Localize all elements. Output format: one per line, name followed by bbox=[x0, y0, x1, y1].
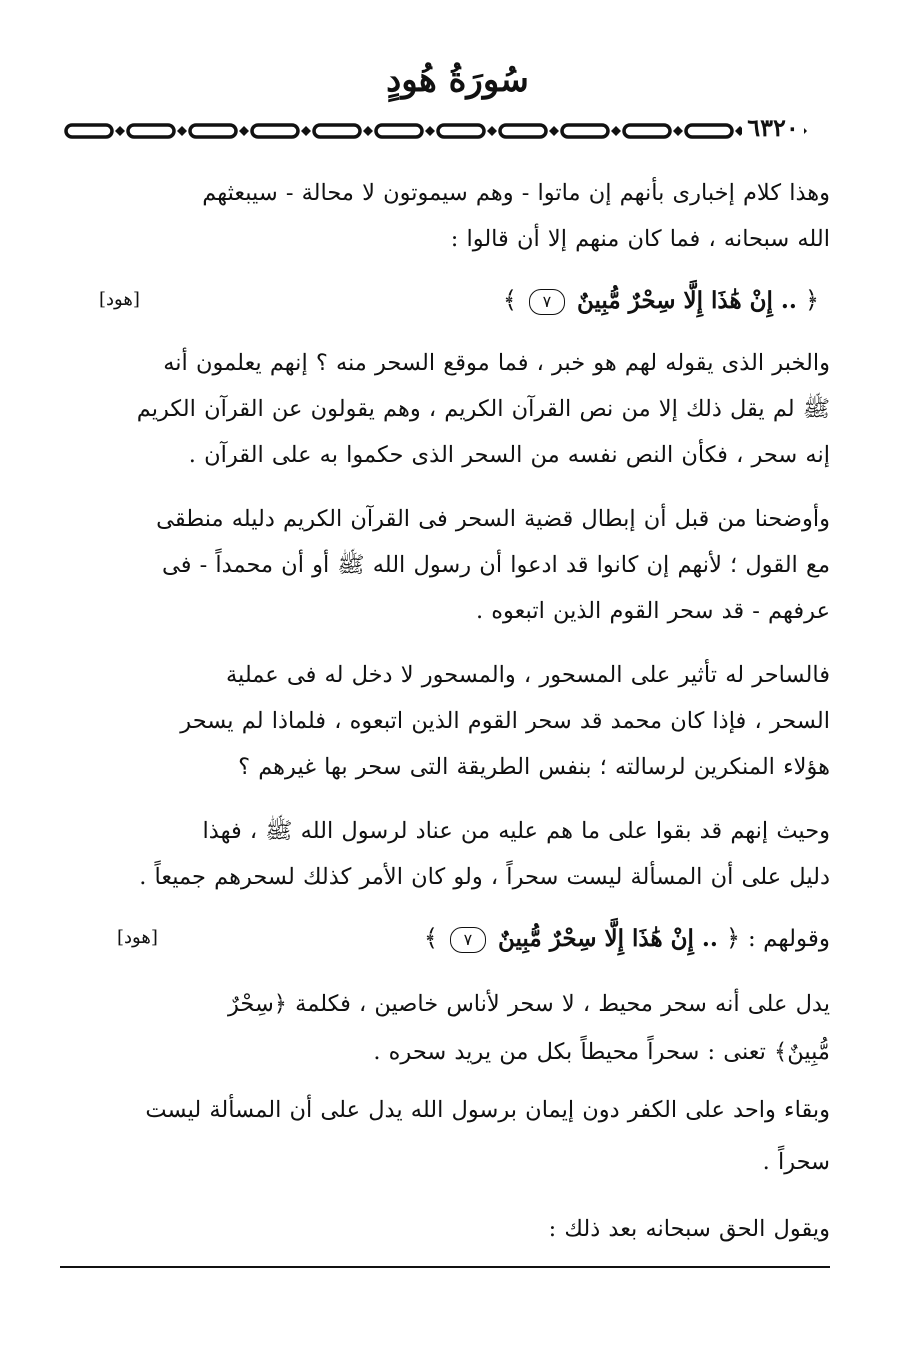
text-line: والخبر الذى يقوله لهم هو خبر ، فما موقع السحر منه ؟ إنهم يعلمون أنه bbox=[163, 350, 830, 376]
paragraph-8 bbox=[100, 1206, 830, 1252]
chain-ornament-icon bbox=[62, 118, 852, 144]
verse-lead-in: وقولهم : bbox=[748, 926, 830, 952]
verse-text bbox=[424, 920, 830, 957]
chain-diamond bbox=[177, 126, 187, 136]
quran-verse-1 bbox=[99, 282, 819, 318]
paragraph-3 bbox=[100, 496, 830, 634]
text-line: عرفهم - قد سحر القوم الذين اتبعوه . bbox=[475, 598, 830, 624]
text-line: فالساحر له تأثير على المسحور ، والمسحور لا دخل له فى عملية bbox=[225, 662, 830, 688]
paragraph-2 bbox=[100, 340, 830, 478]
decorative-border bbox=[62, 118, 852, 144]
text-line: مُّبِينٌ﴾ تعنى : سحراً محيطاً بكل من يريد سحره . bbox=[373, 1039, 830, 1065]
chain-diamond bbox=[611, 126, 621, 136]
ayah-number-badge: ٧ bbox=[450, 927, 486, 953]
chain-link bbox=[128, 125, 174, 137]
chain-diamond bbox=[301, 126, 311, 136]
chain-link bbox=[624, 125, 670, 137]
paragraph-7 bbox=[100, 1084, 830, 1188]
verse-words: .. إِنْ هَٰذَا إِلَّا سِحْرٌ مُّبِينٌ bbox=[497, 925, 718, 952]
text-line: مع القول ؛ لأنهم إن كانوا قد ادعوا أن رسول الله ﷺ أو أن محمداً - فى bbox=[161, 552, 830, 578]
paragraph-5 bbox=[100, 808, 830, 900]
verse-text bbox=[503, 282, 819, 319]
paragraph-6 bbox=[100, 980, 830, 1076]
text-line: الله سبحانه ، فما كان منهم إلا أن قالوا : bbox=[450, 226, 830, 252]
text-line: ﷺ لم يقل ذلك إلا من نص القرآن الكريم ، وهم يقولون عن القرآن الكريم bbox=[136, 396, 830, 422]
chain-diamond bbox=[363, 126, 373, 136]
text-line: إنه سحر ، فكأن النص نفسه من السحر الذى حكموا به على القرآن . bbox=[188, 442, 830, 468]
text-line: هؤلاء المنكرين لرسالته ؛ بنفس الطريقة التى سحر بها غيرهم ؟ bbox=[238, 754, 830, 780]
paragraph-4 bbox=[100, 652, 830, 790]
chain-diamond bbox=[487, 126, 497, 136]
verse-words: .. إِنْ هَٰذَا إِلَّا سِحْرٌ مُّبِينٌ bbox=[576, 287, 797, 314]
text-line: دليل على أن المسألة ليست سحراً ، ولو كان الأمر كذلك لسحرهم جميعاً . bbox=[139, 864, 830, 890]
verse-open-bracket: ﴿ bbox=[804, 286, 819, 314]
paragraph-1 bbox=[100, 170, 830, 262]
chain-diamond bbox=[673, 126, 683, 136]
chain-diamond bbox=[239, 126, 249, 136]
surah-title: سُورَةُ هُودٍ bbox=[386, 60, 529, 100]
ayah-number-badge: ٧ bbox=[529, 289, 565, 315]
text-line: وبقاء واحد على الكفر دون إيمان برسول الله يدل على أن المسألة ليست bbox=[145, 1097, 830, 1123]
text-line: وهذا كلام إخبارى بأنهم إن ماتوا - وهم سيموتون لا محالة - سيبعثهم bbox=[202, 180, 830, 206]
chain-link bbox=[376, 125, 422, 137]
chain-diamond bbox=[425, 126, 435, 136]
chain-diamond bbox=[115, 126, 125, 136]
chain-link bbox=[438, 125, 484, 137]
chain-link bbox=[314, 125, 360, 137]
text-line: وحيث إنهم قد بقوا على ما هم عليه من عناد لرسول الله ﷺ ، فهذا bbox=[202, 818, 830, 844]
text-line: وأوضحنا من قبل أن إبطال قضية السحر فى القرآن الكريم دليله منطقى bbox=[156, 506, 830, 532]
footer-rule bbox=[60, 1266, 830, 1268]
verse-close-bracket: ﴾ bbox=[502, 286, 517, 314]
surah-reference: [هود] bbox=[99, 289, 140, 310]
text-line: يدل على أنه سحر محيط ، لا سحر لأناس خاصين ، فكلمة ﴿سِحْرٌ bbox=[228, 991, 830, 1017]
page-number: ٦٣٢٠ bbox=[742, 113, 804, 143]
chain-link bbox=[252, 125, 298, 137]
text-line: سحراً . bbox=[762, 1149, 830, 1175]
chain-link bbox=[686, 125, 732, 137]
verse-open-bracket: ﴿ bbox=[725, 924, 741, 952]
text-line: ويقول الحق سبحانه بعد ذلك : bbox=[548, 1216, 830, 1242]
quran-verse-2 bbox=[95, 920, 830, 956]
verse-close-bracket: ﴾ bbox=[423, 924, 438, 952]
chain-link bbox=[500, 125, 546, 137]
chain-diamond bbox=[549, 126, 559, 136]
chain-link bbox=[66, 125, 112, 137]
text-line: السحر ، فإذا كان محمد قد سحر القوم الذين اتبعوه ، فلماذا لم يسحر bbox=[180, 708, 830, 734]
surah-reference: [هود] bbox=[117, 927, 158, 948]
chain-link bbox=[190, 125, 236, 137]
chain-link bbox=[562, 125, 608, 137]
